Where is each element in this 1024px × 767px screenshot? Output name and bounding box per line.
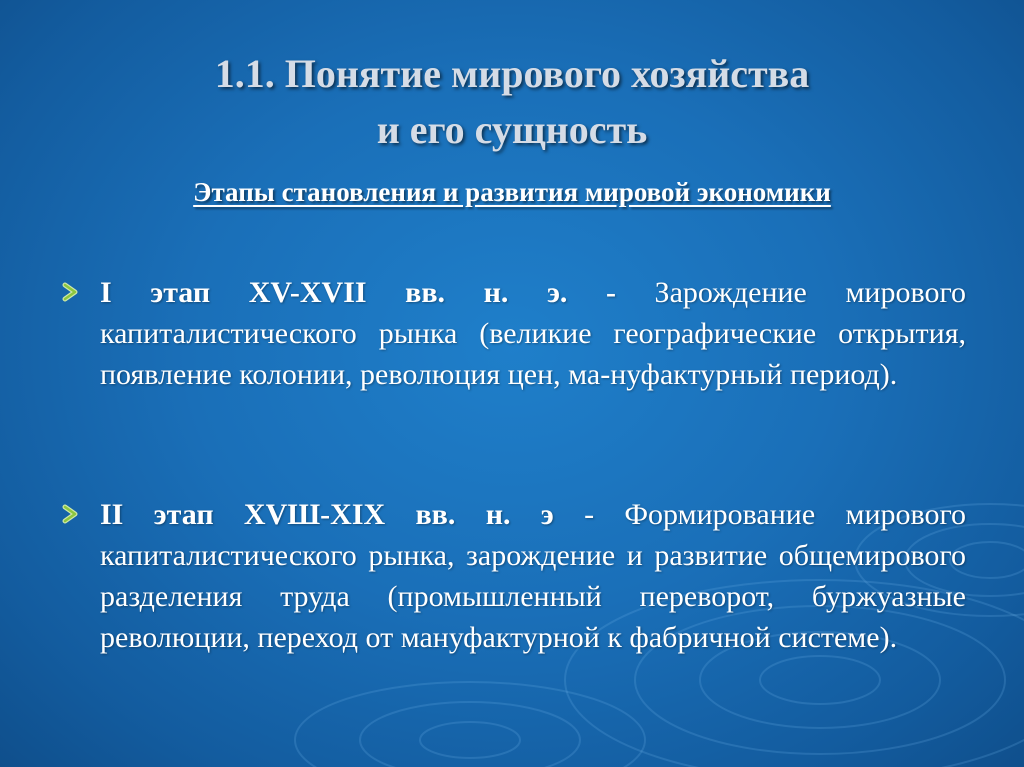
bullet-body: Зарождение мирового капиталистического рынка (великие географические открытия, появление колонии, революция цен, ма-нуфактурный период). <box>100 276 967 391</box>
title-line-1: 1.1. Понятие мирового хозяйства <box>214 51 810 96</box>
bullet-item-stage-2 <box>62 494 966 658</box>
arrow-bullet-icon <box>62 496 86 532</box>
bullet-text <box>100 272 966 395</box>
title-line-2: и его сущность <box>376 107 648 152</box>
bullet-text <box>100 494 966 658</box>
slide-subtitle <box>0 174 1024 210</box>
bullet-item-stage-1 <box>62 272 966 395</box>
subtitle-text: Этапы становления и развития мировой экономики <box>193 177 831 207</box>
slide-title <box>0 46 1024 158</box>
bullet-body: - Формирование мирового капиталистического рынка, зарождение и развитие общемирового разделения труда (промышленный переворот, буржуазные революции, переход от мануфактурной к фабричной системе). <box>100 498 967 654</box>
arrow-bullet-icon <box>62 274 86 310</box>
bullet-lead: I этап XV-XVII вв. н. э. - <box>100 276 616 309</box>
bullet-lead: II этап XVШ-XIX вв. н. э <box>100 498 554 531</box>
